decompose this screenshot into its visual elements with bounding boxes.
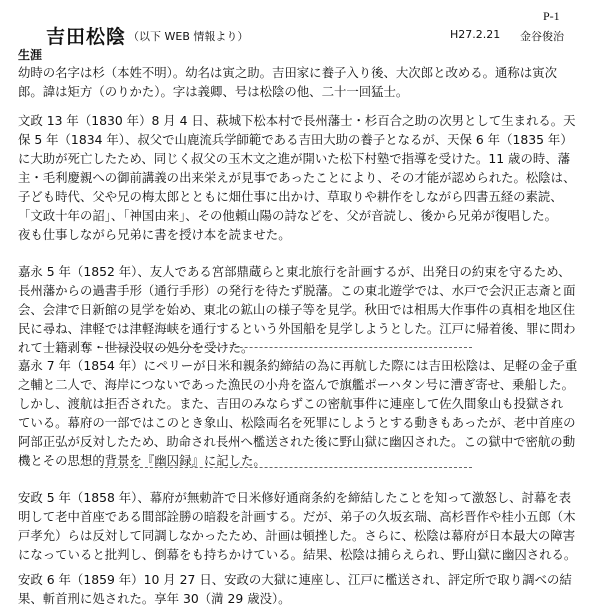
paragraph-names: 幼時の名字は杉（本姓不明）。幼名は寅之助。吉田家に養子入り後、大次郎と改める。通称は寅次 郎。諱は矩方（のりかた）。字は義卿、号は松陰の他、二十一回猛士。 <box>18 65 557 99</box>
document-title: 吉田松陰 <box>46 26 127 48</box>
paragraph-childhood: 文政 13 年（1830 年）8 月 4 日、萩城下松本村で長州藩士・杉百合之助の次男として生まれる。天 保 5 年（1834 年）、叔父で山鹿流兵学師範である吉田大助の養子となるが、天保 6 年（1835 年） に大助が死亡したため、同じく叔父の玉木文之進が開いた松下村塾で指導を受けた。11 歳の時、藩 主・毛利慶親への御前講義の出来栄えが見事であったことにより、その才能が認められた。松陰は、 子ども時代、父や兄の梅太郎とともに畑仕事に出かけ、草取りや耕作をしながら四書五経の素読、 「文政十年の詔」、「神国由来」、その他頼山陽の詩などを、父が音読し、後から兄弟が復唱した。 夜も仕事しながら兄弟に書を授け本を読ませた。 <box>18 113 576 242</box>
paragraph-ansei-6: 安政 6 年（1859 年）10 月 27 日、安政の大獄に連座し、江戸に檻送され、評定所で取り調べの結 果、斬首刑に処された。享年 30（満 29 歳没）。 <box>18 572 572 606</box>
document-date: H27.2.21 <box>450 28 501 41</box>
document-header <box>0 22 603 48</box>
page-number: P-1 <box>543 9 560 23</box>
dashed-divider <box>100 347 472 348</box>
document-author: 金谷俊治 <box>520 30 564 43</box>
document-subtitle: （以下 WEB 情報より） <box>128 30 249 43</box>
dashed-divider <box>100 467 472 468</box>
paragraph-ansei-5: 安政 5 年（1858 年）、幕府が無勅許で日米修好通商条約を締結したことを知って激怒し、討幕を表 明して老中首座である間部詮勝の暗殺を計画する。だが、弟子の久坂玄瑞、高杉晋作や桂小五郎（木 戸孝允）らは反対して同調しなかったため、計画は頓挫した。さらに、松陰は幕府が日本最大の障害 になっていると批判し、倒幕をも持ちかけている。結果、松陰は捕らえられ、野山獄に幽囚される。 <box>18 490 577 562</box>
section-heading: 生涯 <box>18 48 43 62</box>
paragraph-perry-incident: 嘉永 7 年（1854 年）にペリーが日米和親条約締結の為に再航した際には吉田松陰は、足軽の金子重 之輔と二人で、海岸につないであった漁民の小舟を盗んで旗艦ポーハタン号に漕ぎ寄せ、乗船した。 しかし、渡航は拒否された。また、吉田のみならずこの密航事件に連座して佐久間象山も投獄され ている。幕府の一部ではこのとき象山、松陰両名を死罪にしようとする動きもあったが、老中首座の 阿部正弘が反対したため、助命され長州へ檻送された後に野山獄に幽囚された。この獄中で密航の動 機とその思想的背景を『幽囚録』に記した。 <box>18 358 578 468</box>
paragraph-tohoku-journey: 嘉永 5 年（1852 年）、友人である宮部鼎蔵らと東北旅行を計画するが、出発日の約束を守るため、 長州藩からの過書手形（通行手形）の発行を待たず脱藩。この東北遊学では、水戸で会沢正志斎と面 会、会津で日新館の見学を始め、東北の鉱山の様子等を見学。秋田では相馬大作事件の真相を地区住 民に尋ね、津軽では津軽海峡を通行するという外国船を見学しようとした。江戸に帰着後、罪に問わ れて士籍剥奪・世禄没収の処分を受けた。 <box>18 264 576 355</box>
